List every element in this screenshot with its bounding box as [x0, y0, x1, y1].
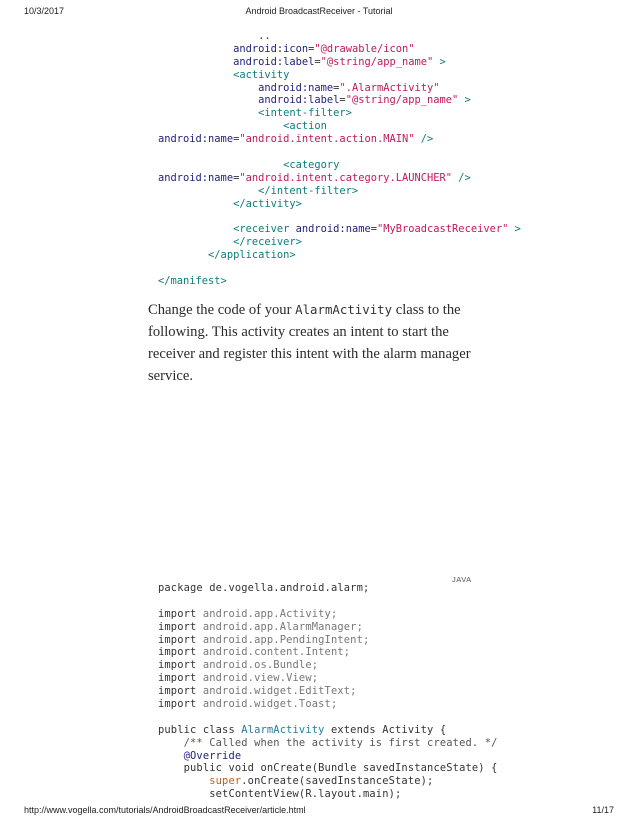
manifest-code-line: [158, 198, 521, 211]
code-token: AlarmActivity: [241, 723, 325, 736]
java-code-line: [158, 672, 498, 685]
code-token: @Override: [183, 749, 242, 762]
code-token: "@string/app_name": [345, 94, 459, 107]
code-token: [158, 750, 184, 762]
paragraph-text-before: Change the code of your: [148, 302, 296, 318]
code-token: =: [233, 171, 240, 184]
java-code-line: [158, 685, 498, 698]
page-number: 11/17: [592, 805, 614, 815]
manifest-code-line: [158, 210, 521, 223]
manifest-code-line: [158, 133, 521, 146]
code-token: super: [209, 775, 242, 788]
code-token: [158, 120, 283, 132]
manifest-code-line: [158, 275, 521, 288]
manifest-code-line: [158, 94, 521, 107]
code-token: android:icon: [233, 42, 309, 55]
code-token: import: [158, 659, 197, 672]
manifest-code-line: [158, 107, 521, 120]
manifest-code-line: [158, 82, 521, 95]
java-code-block: [158, 582, 498, 801]
code-token: package: [158, 582, 203, 594]
java-code-line: [158, 634, 498, 647]
code-token: android:label: [258, 94, 340, 107]
manifest-code-line: [158, 43, 521, 56]
java-code-line: [158, 608, 498, 621]
code-token: [158, 43, 233, 55]
code-token: =: [308, 42, 315, 55]
java-code-line: [158, 659, 498, 672]
code-token: [158, 223, 233, 235]
code-token: [158, 236, 233, 248]
code-token: =: [339, 94, 346, 107]
code-token: </manifest>: [158, 274, 227, 287]
code-token: android.app.PendingIntent;: [196, 633, 370, 646]
code-token: >: [508, 223, 521, 236]
code-token: onCreate(Bundle savedInstanceState) {: [254, 762, 498, 775]
manifest-code-line: [158, 249, 521, 262]
code-token: "@string/app_name": [320, 55, 434, 68]
code-token: </receiver>: [233, 236, 302, 249]
manifest-code-line: [158, 262, 521, 275]
code-token: [158, 737, 184, 749]
code-token: android:name: [158, 133, 234, 146]
code-token: =: [233, 133, 240, 146]
manifest-code-line: [158, 236, 521, 249]
inline-code-alarmactivity: AlarmActivity: [295, 302, 393, 317]
code-token: "MyBroadcastReceiver": [376, 223, 509, 236]
java-code-line: [158, 775, 498, 788]
code-token: <intent-filter>: [258, 107, 352, 120]
paragraph-text-after: class to the following. This activity creates an intent to start the receiver and register this intent with the alarm manager service.: [148, 302, 471, 384]
java-code-line: [158, 582, 498, 595]
manifest-code-line: [158, 185, 521, 198]
code-token: </intent-filter>: [258, 184, 359, 197]
manifest-code-line: [158, 223, 521, 236]
manifest-code-line: [158, 172, 521, 185]
code-token: setContentView(R.layout.main);: [158, 788, 402, 801]
code-token: import: [158, 646, 197, 659]
code-token: [158, 56, 233, 68]
code-token: =: [333, 81, 340, 94]
java-code-line: [158, 737, 498, 750]
print-date: 10/3/2017: [24, 6, 65, 16]
code-token: =: [370, 223, 377, 236]
code-language-label: JAVA: [452, 575, 472, 584]
code-token: android:name: [258, 81, 334, 94]
body-paragraph: [148, 299, 488, 387]
java-code-line: [158, 724, 498, 737]
code-token: import: [158, 698, 197, 711]
code-token: >: [433, 55, 446, 68]
code-token: android.app.Activity;: [196, 607, 338, 620]
code-token: [158, 94, 258, 106]
code-token: android:label: [233, 55, 315, 68]
code-token: android.widget.EditText;: [196, 685, 357, 698]
code-token: android.content.Intent;: [196, 646, 351, 659]
manifest-code-line: [158, 56, 521, 69]
code-token: android.app.AlarmManager;: [196, 620, 363, 633]
code-token: ".AlarmActivity": [339, 81, 440, 94]
code-token: =: [314, 55, 321, 68]
manifest-code-line: [158, 159, 521, 172]
code-token: </activity>: [233, 197, 302, 210]
code-token: [158, 69, 233, 81]
code-token: /** Called when the activity is first created. */: [183, 736, 498, 749]
java-code-line: [158, 621, 498, 634]
code-token: public void: [183, 762, 255, 775]
code-token: de.vogella.android.alarm;: [202, 582, 370, 594]
page-url: http://www.vogella.com/tutorials/AndroidBroadcastReceiver/article.html: [24, 805, 306, 815]
code-token: public class: [158, 723, 242, 736]
code-token: .onCreate(savedInstanceState);: [241, 775, 434, 788]
java-code-line: [158, 595, 498, 608]
manifest-code-line: [158, 146, 521, 159]
code-token: [158, 762, 184, 774]
code-token: android.os.Bundle;: [196, 659, 319, 672]
code-token: [158, 249, 208, 261]
code-token: extends Activity {: [324, 723, 447, 736]
code-token: <receiver: [233, 223, 290, 236]
code-token: <category: [283, 158, 340, 171]
java-code-line: [158, 750, 498, 763]
code-token: ..: [158, 30, 271, 42]
code-token: "android.intent.category.LAUNCHER": [239, 171, 453, 184]
code-token: import: [158, 672, 197, 685]
code-token: "android.intent.action.MAIN": [239, 133, 415, 146]
page-title: Android BroadcastReceiver - Tutorial: [245, 6, 393, 16]
code-token: [158, 82, 258, 94]
code-token: />: [452, 171, 471, 184]
code-token: [158, 185, 258, 197]
code-token: >: [458, 94, 471, 107]
manifest-code-line: [158, 69, 521, 82]
code-token: </application>: [208, 249, 296, 262]
code-token: android:name: [158, 171, 234, 184]
code-token: import: [158, 685, 197, 698]
java-code-line: [158, 646, 498, 659]
code-token: [158, 198, 233, 210]
code-token: <activity: [233, 68, 290, 81]
code-token: import: [158, 620, 197, 633]
code-token: android:name: [289, 223, 371, 236]
java-code-line: [158, 788, 498, 801]
manifest-code-line: [158, 120, 521, 133]
code-token: android.view.View;: [196, 672, 319, 685]
java-code-line: [158, 711, 498, 724]
code-token: <action: [283, 120, 327, 133]
java-code-line: [158, 762, 498, 775]
manifest-code-block: [158, 30, 521, 288]
code-token: import: [158, 633, 197, 646]
java-code-line: [158, 698, 498, 711]
code-token: [158, 775, 209, 787]
code-token: [158, 107, 258, 119]
code-token: "@drawable/icon": [314, 42, 415, 55]
code-token: [158, 159, 283, 171]
manifest-code-line: [158, 30, 521, 43]
code-token: android.widget.Toast;: [196, 698, 338, 711]
code-token: />: [414, 133, 434, 146]
code-token: import: [158, 607, 197, 620]
